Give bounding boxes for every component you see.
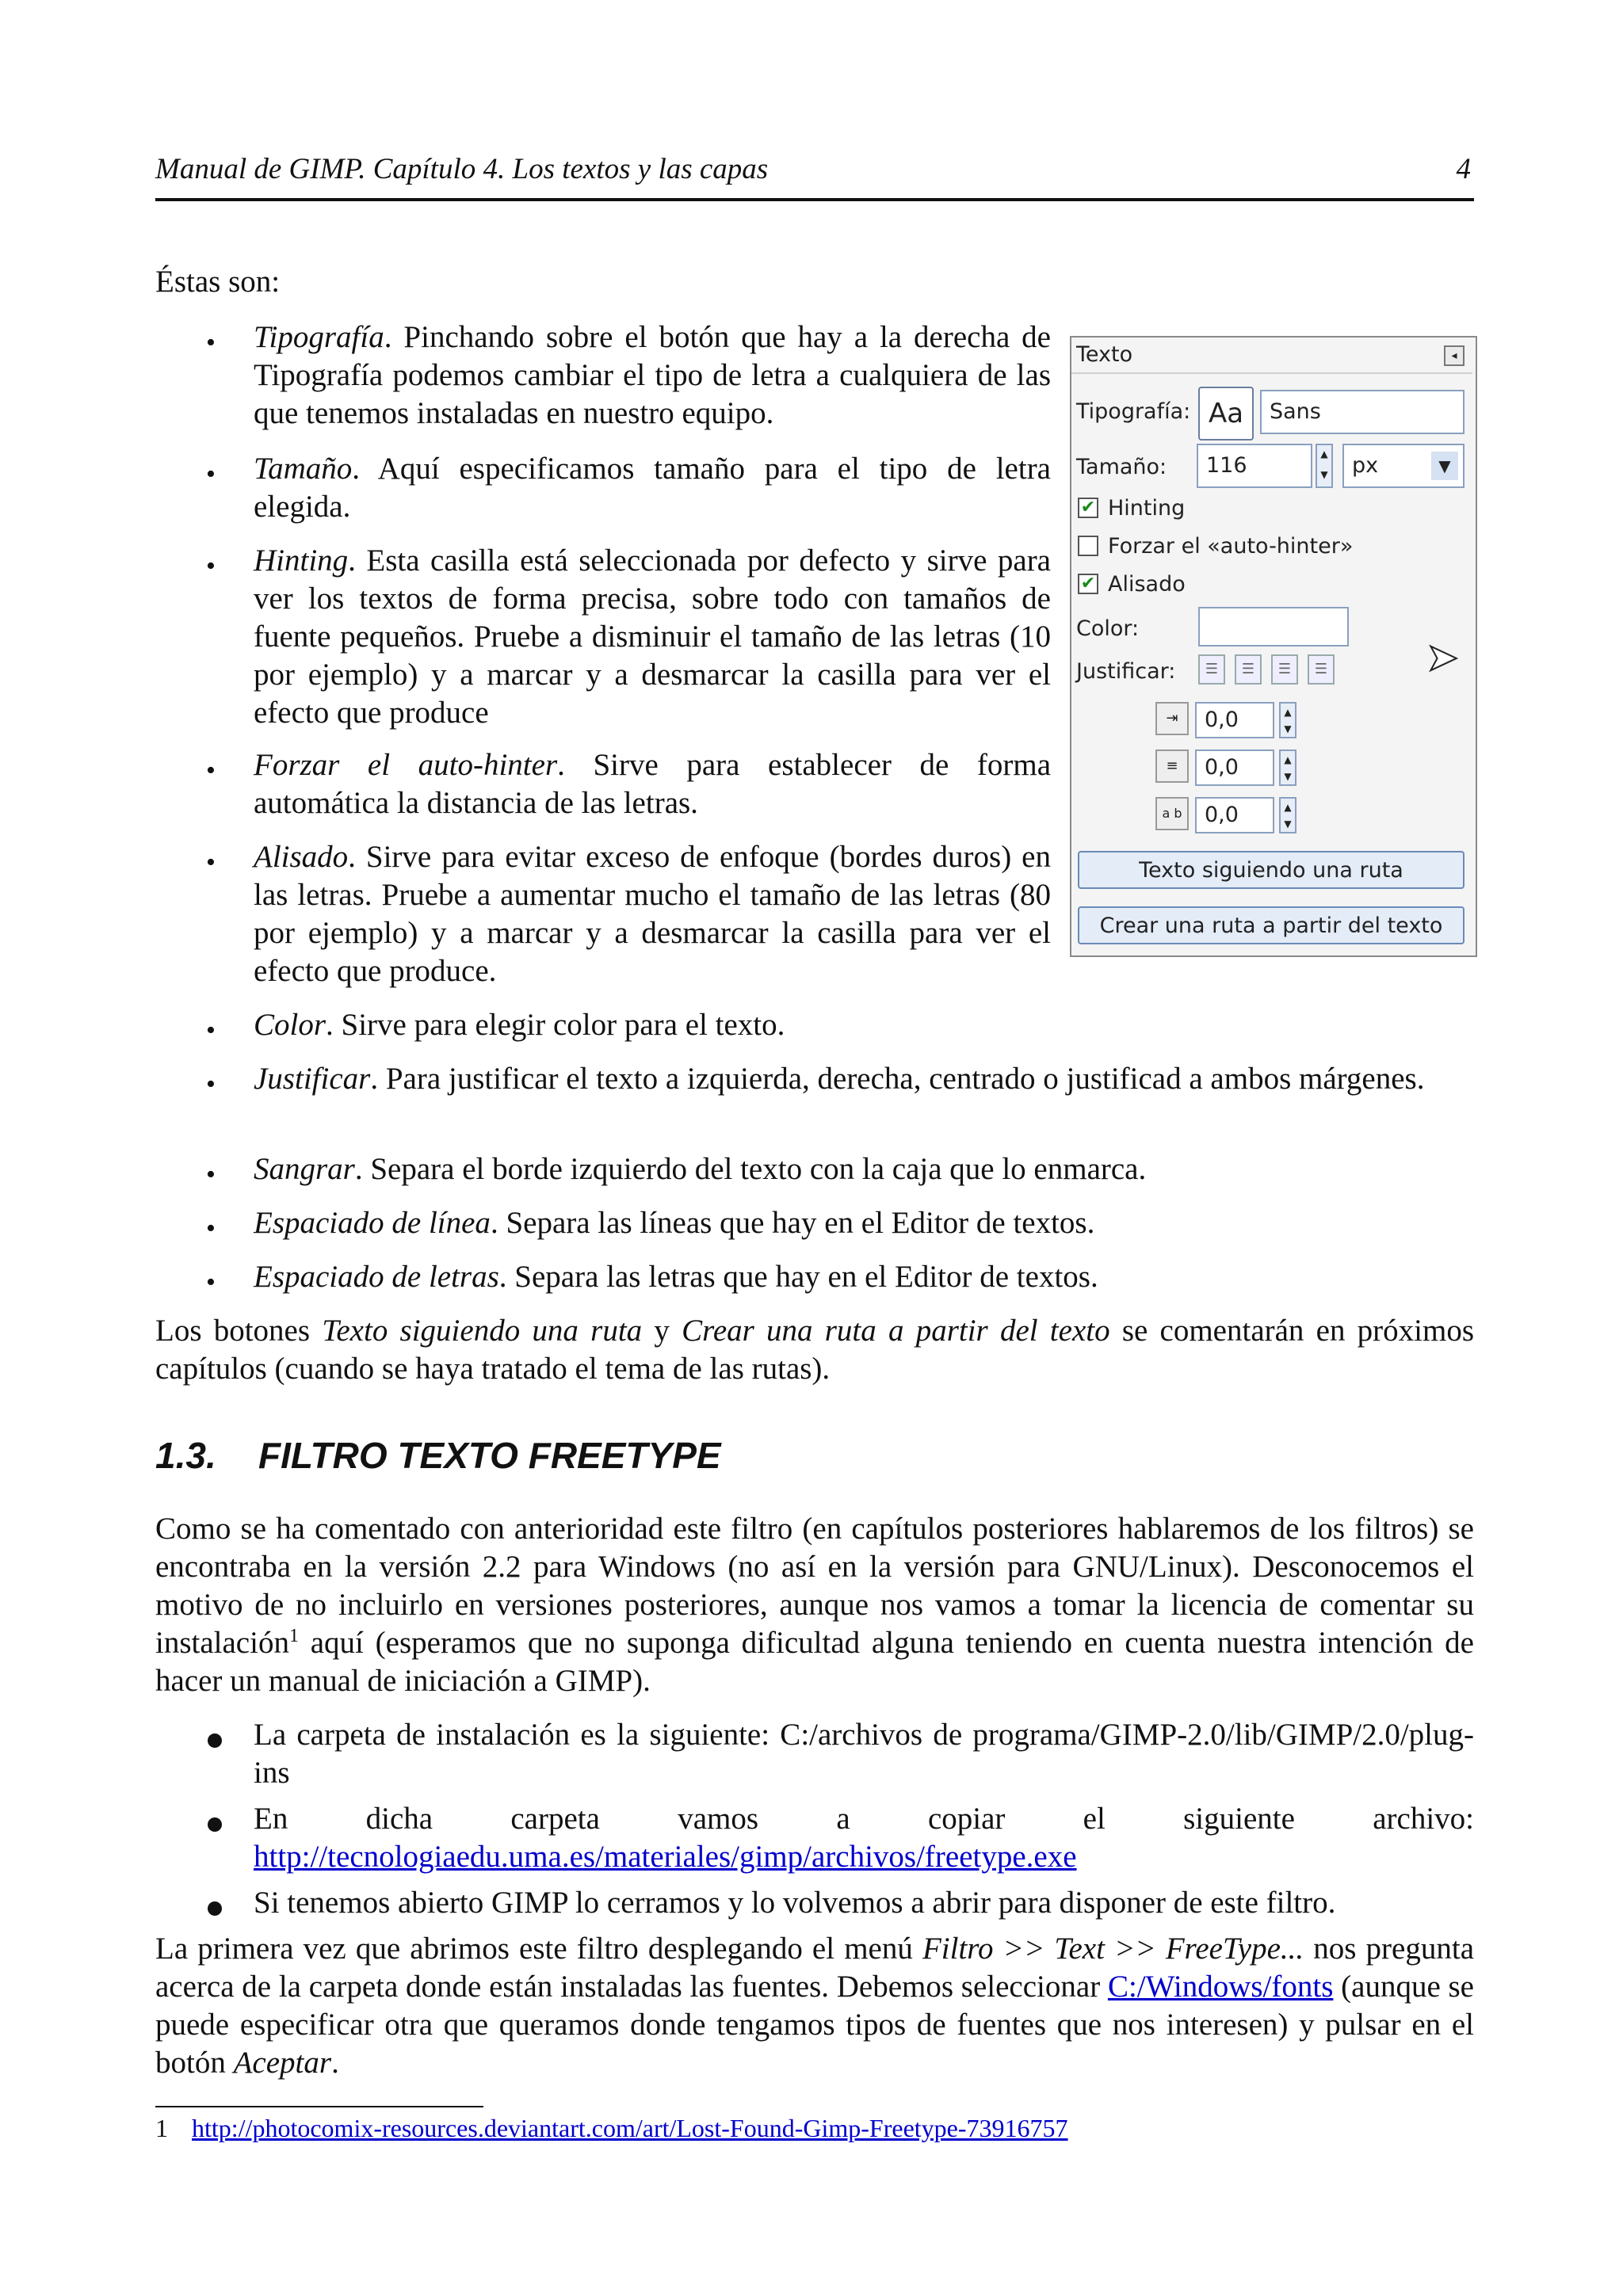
panel-menu-icon[interactable]: ◂ [1444,345,1465,366]
size-spinner[interactable]: ▲ ▼ [1316,444,1333,488]
footnote-link[interactable]: http://photocomix-resources.deviantart.com/art/Lost-Found-Gimp-Freetype-73916757 [192,2114,1068,2142]
line-spacing-spinner[interactable]: ▲ ▼ [1279,749,1296,786]
list-item: La carpeta de instalación es la siguiente: C:/archivos de programa/GIMP-2.0/lib/GIMP/2.0/plug-ins [254,1718,1474,1790]
letter-spacing-icon: a b [1155,797,1189,830]
font-picker-button[interactable]: Aa [1198,387,1254,441]
section-heading: 1.3. FILTRO TEXTO FREETYPE [155,1435,721,1476]
justify-left-icon[interactable]: ☰ [1198,654,1225,685]
bullet: • [206,551,216,581]
line-spacing-input[interactable]: 0,0 [1195,749,1274,786]
bullet: • [206,328,216,357]
list-item: Si tenemos abierto GIMP lo cerramos y lo volvemos a abrir para disponer de este filtro. [254,1886,1336,1920]
text-options-panel [1070,336,1477,957]
bullet: • [206,1070,216,1099]
list-item: Sangrar. Separa el borde izquierdo del texto con la caja que lo enmarca. [254,1152,1147,1186]
filter-paragraph: Como se ha comentado con anterioridad este filtro (en capítulos posteriores hablaremos de los filtros) se encontraba en la versión 2.2 para Windows (no así en la versión para GNU/Linux). Desconocemos el motivo de no incluirlo en versiones posteriores, aunque nos vamos a tomar la licencia de comentar su instalación$^1$ aquí (esperamos que no suponga dificultad alguna teniendo en cuenta nuestra intención de hacer un manual de iniciación a GIMP). [155,1512,1474,1698]
antialias-checkbox[interactable]: ✔ [1078,574,1098,594]
freetype-download-link[interactable]: http://tecnologiaedu.uma.es/materiales/gimp/archivos/freetype.exe [254,1840,1077,1874]
color-button[interactable] [1198,607,1349,646]
intro-text: Éstas son: [155,265,281,299]
indent-input[interactable]: 0,0 [1195,702,1274,738]
page-number: 4 [1456,153,1471,185]
typography-label: Tipografía: [1076,399,1191,424]
autohinter-label: Forzar el «auto-hinter» [1108,534,1354,559]
header-title: Manual de GIMP. Capítulo 4. Los textos y las capas [155,153,769,185]
justify-center-icon[interactable]: ☰ [1271,654,1298,685]
fonts-folder-link[interactable]: C:/Windows/fonts [1107,1970,1334,2004]
path-from-text-button[interactable]: Crear una ruta a partir del texto [1078,906,1465,944]
list-item: Tamaño. Aquí especificamos tamaño para el tipo de letra elegida. [254,452,1051,524]
justify-fill-icon[interactable]: ☰ [1308,654,1335,685]
bullet [208,1817,222,1832]
justify-label: Justificar: [1076,659,1176,684]
list-item: Forzar el auto-hinter. Sirve para establecer de forma automática la distancia de las letras. [254,748,1052,820]
bullet [208,1733,222,1748]
hinting-label: Hinting [1108,496,1186,521]
justify-right-icon[interactable]: ☰ [1235,654,1262,685]
color-label: Color: [1076,616,1140,641]
letter-spacing-input[interactable]: 0,0 [1195,797,1274,833]
autohinter-checkbox[interactable] [1078,536,1098,556]
bullet: • [206,848,216,877]
footnote: 1 http://photocomix-resources.deviantart.com/art/Lost-Found-Gimp-Freetype-73916757 [155,2114,1068,2142]
list-item: Espaciado de letras. Separa las letras que hay en el Editor de textos. [254,1260,1098,1294]
hinting-checkbox[interactable]: ✔ [1078,498,1098,518]
buttons-paragraph: Los botones Texto siguiendo una ruta y Crear una ruta a partir del texto se comentarán en próximos capítulos (cuando se haya tratado el tema de las rutas). [155,1314,1475,1386]
list-item: Justificar. Para justificar el texto a izquierda, derecha, centrado o justificad a ambos márgenes. [254,1062,1425,1096]
antialias-label: Alisado [1108,572,1186,597]
list-item: Color. Sirve para elegir color para el texto. [254,1008,785,1042]
list-item: Hinting. Esta casilla está seleccionada por defecto y sirve para ver los textos de forma precisa, sobre todo con tamaños de fuente pequeños. Pruebe a disminuir el tamaño de las letras (10 por ejemplo) y a marcar y a desmarcar la casilla para ver el efecto que produce [254,543,1051,730]
final-paragraph: La primera vez que abrimos este filtro desplegando el menú Filtro >> Text >> FreeType... nos pregunta acerca de la carpeta donde están instaladas las fuentes. Debemos seleccionar C:/Windows/fonts (aunque se puede especificar otra que queramos donde tengamos tipos de fuentes que nos interesen) y pulsar en el botón Aceptar. [155,1932,1475,2080]
unit-select[interactable]: px ▼ [1342,444,1465,488]
bullet: • [206,1016,216,1045]
size-label: Tamaño: [1076,455,1167,479]
bullet: • [206,756,216,785]
chevron-down-icon: ▼ [1431,452,1458,480]
list-item: Alisado. Sirve para evitar exceso de enfoque (bordes duros) en las letras. Pruebe a aumentar mucho el tamaño de las letras (80 por ejemplo) y a marcar y a desmarcar la casilla para ver el efecto que produce. [254,840,1051,988]
bullet [208,1901,222,1916]
page-header [155,152,1474,201]
indent-icon: ⇥ [1155,702,1189,735]
bullet: • [206,460,216,489]
panel-title-bar [1071,338,1472,374]
bullet: • [206,1214,216,1243]
text-along-path-button[interactable]: Texto siguiendo una ruta [1078,851,1465,889]
letter-spacing-spinner[interactable]: ▲ ▼ [1279,797,1296,833]
bullet: • [206,1160,216,1189]
list-item: Espaciado de línea. Separa las líneas que hay en el Editor de textos. [254,1206,1095,1240]
size-input[interactable]: 116 [1197,444,1312,488]
mouse-cursor-icon: ➤ [1426,635,1459,680]
bullet: • [206,1268,216,1297]
list-item: Tipografía. Pinchando sobre el botón que hay a la derecha de Tipografía podemos cambiar el tipo de letra a cualquiera de las que tenemos instaladas en nuestro equipo. [254,320,1051,430]
indent-spinner[interactable]: ▲ ▼ [1279,702,1296,738]
line-spacing-icon: ≡ [1155,749,1189,783]
list-item: En dicha carpeta vamos a copiar el siguiente archivo: http://tecnologiaedu.uma.es/materiales/gimp/archivos/freetype.exe [254,1802,1474,1874]
font-input[interactable]: Sans [1260,390,1465,434]
panel-title: Texto [1076,342,1133,367]
footnote-rule [155,2106,483,2107]
